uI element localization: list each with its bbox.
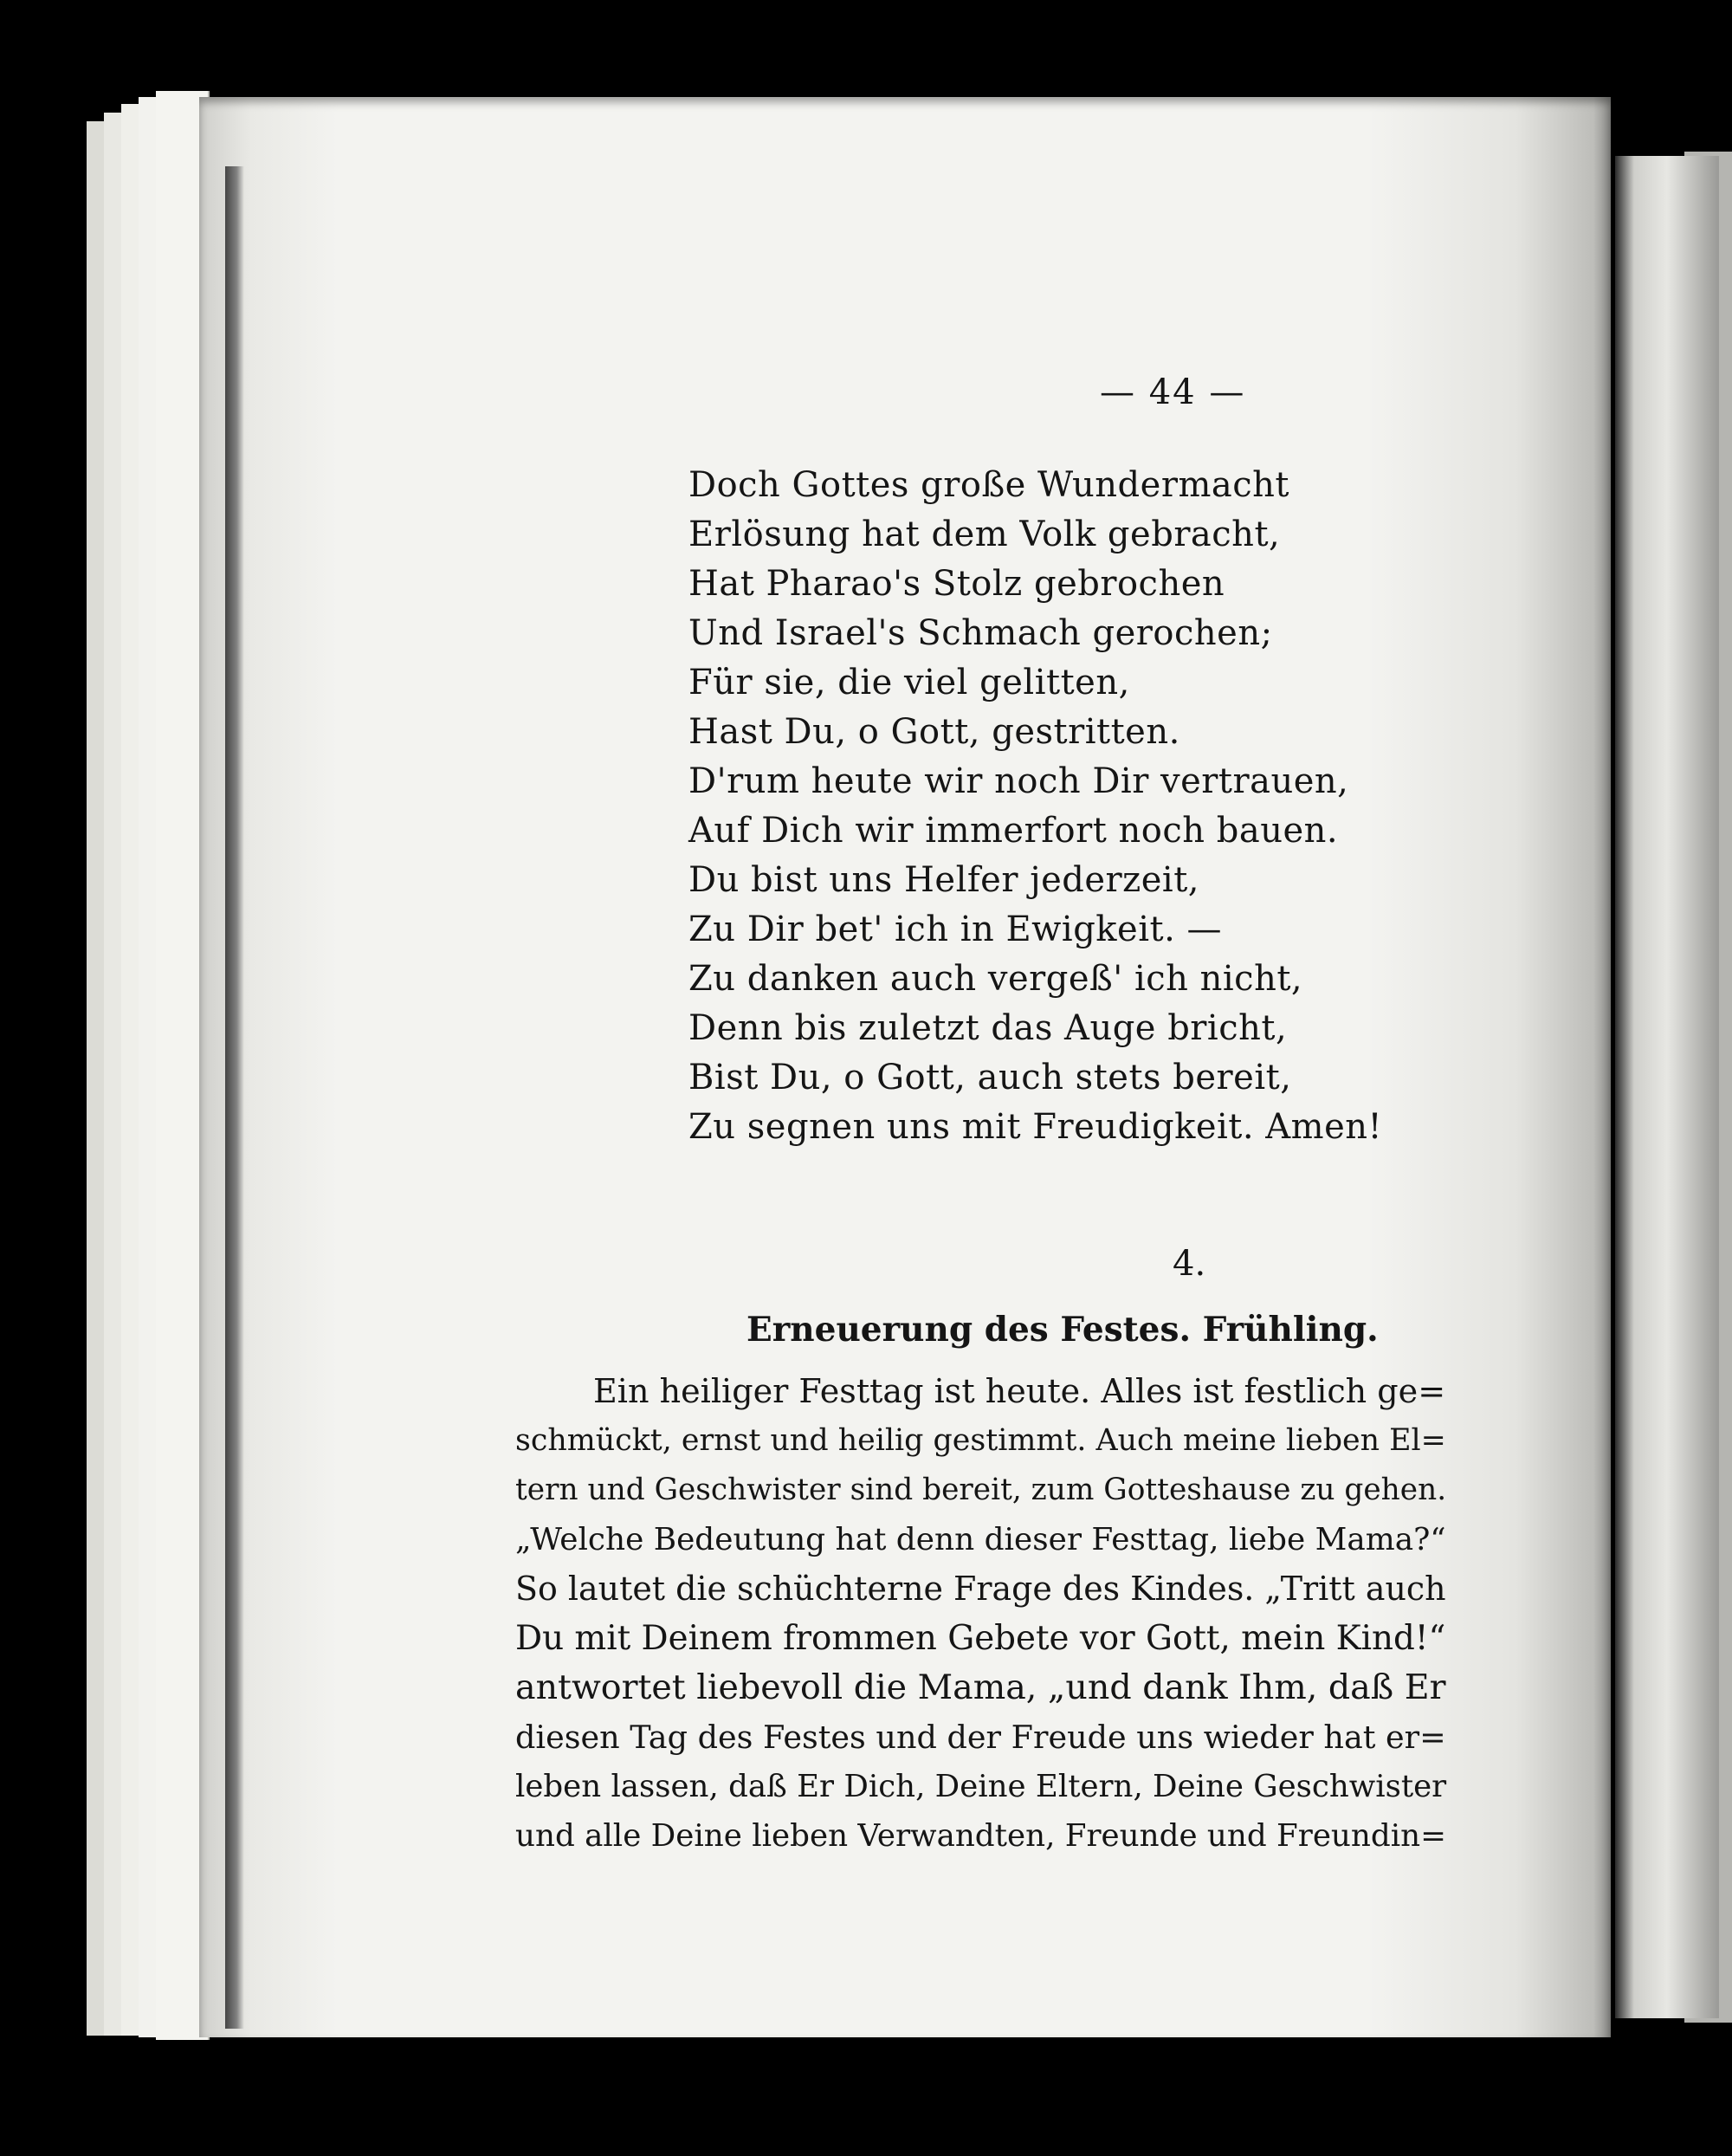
poem-line: Zu segnen uns mit Freudigkeit. Amen! — [688, 1107, 1383, 1147]
poem-line: Doch Gottes große Wundermacht — [688, 465, 1289, 505]
poem-line: Auf Dich wir immerfort noch bauen. — [688, 811, 1339, 851]
section-number: 4. — [1173, 1244, 1206, 1284]
prose-line: tern und Geschwister sind bereit, zum Gotteshause zu gehen. — [515, 1473, 1447, 1507]
poem-line: Bist Du, o Gott, auch stets bereit, — [688, 1058, 1292, 1097]
prose-line: So lautet die schüchterne Frage des Kindes. „Tritt auch — [515, 1570, 1446, 1608]
section-title: Erneuerung des Festes. Frühling. — [746, 1310, 1379, 1350]
prose-line: Du mit Deinem frommen Gebete vor Gott, mein Kind!“ — [515, 1619, 1446, 1658]
prose-line: schmückt, ernst und heilig gestimmt. Auch meine lieben El= — [515, 1423, 1446, 1458]
poem-line: Zu danken auch vergeß' ich nicht, — [688, 959, 1303, 999]
page-number: — 44 — — [1100, 372, 1246, 412]
gutter-shadow — [225, 166, 244, 2029]
poem-line: Zu Dir bet' ich in Ewigkeit. — — [688, 910, 1223, 949]
poem-line: Für sie, die viel gelitten, — [688, 663, 1130, 702]
poem-line: Denn bis zuletzt das Auge bricht, — [688, 1008, 1288, 1048]
prose-line: und alle Deine lieben Verwandten, Freunde und Freundin= — [515, 1818, 1446, 1854]
prose-line: leben lassen, daß Er Dich, Deine Eltern, Deine Geschwister — [515, 1769, 1447, 1804]
poem-line: Erlösung hat dem Volk gebracht, — [688, 515, 1281, 554]
poem-line: Hast Du, o Gott, gestritten. — [688, 712, 1180, 752]
poem-line: Und Israel's Schmach gerochen; — [688, 613, 1273, 653]
prose-line: Ein heiliger Festtag ist heute. Alles ist festlich ge= — [593, 1372, 1446, 1410]
prose-line: „Welche Bedeutung hat denn dieser Festtag, liebe Mama?“ — [515, 1522, 1446, 1557]
poem-line: Hat Pharao's Stolz gebrochen — [688, 564, 1225, 604]
poem-line: D'rum heute wir noch Dir vertrauen, — [688, 761, 1349, 801]
prose-line: antwortet liebevoll die Mama, „und dank Ihm, daß Er — [515, 1667, 1446, 1707]
poem-line: Du bist uns Helfer jederzeit, — [688, 860, 1199, 900]
facing-page — [1615, 156, 1719, 2018]
prose-line: diesen Tag des Festes und der Freude uns wieder hat er= — [515, 1719, 1446, 1756]
book-page — [199, 97, 1611, 2037]
